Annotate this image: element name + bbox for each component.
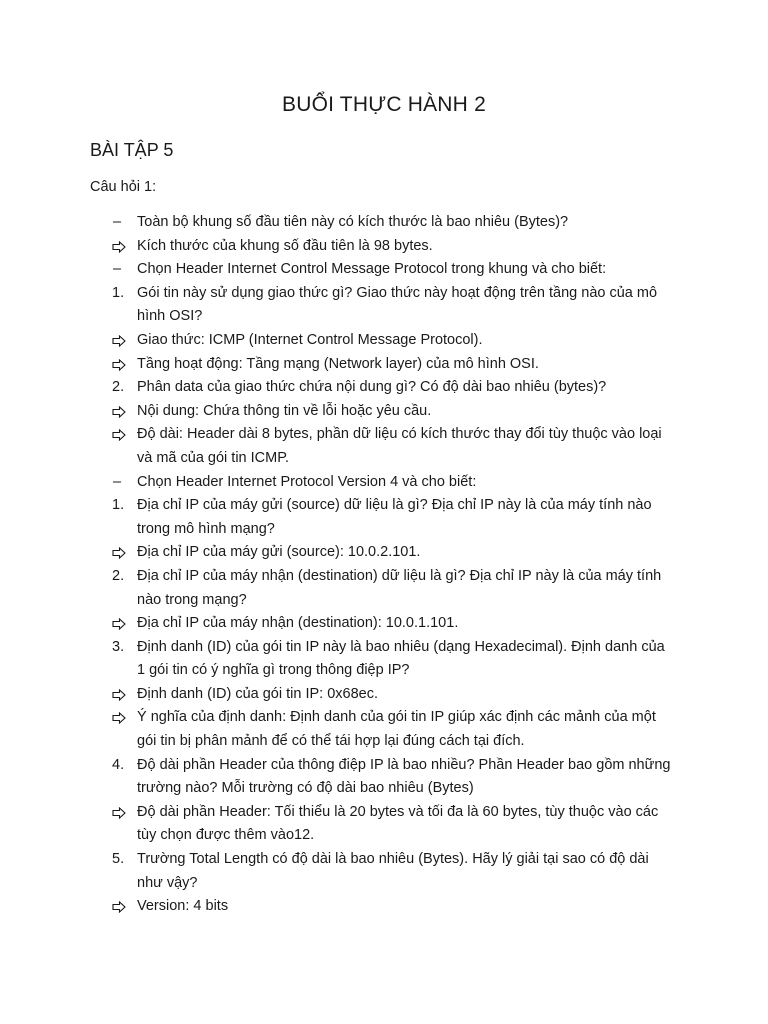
list-item <box>112 636 672 683</box>
exercise-heading: BÀI TẬP 5 <box>90 140 174 160</box>
list-item-text: Chọn Header Internet Control Message Protocol trong khung và cho biết: <box>137 261 607 278</box>
list-number: 2. <box>112 379 125 396</box>
list-item <box>112 494 672 541</box>
list-item <box>112 400 672 424</box>
outlined-arrow-icon <box>112 689 126 701</box>
list-item-text: Địa chỉ IP của máy gửi (source): 10.0.2.101. <box>137 544 421 561</box>
list-item <box>112 541 672 565</box>
list-number: 3. <box>112 638 125 655</box>
arrow-right-icon <box>112 541 134 568</box>
list-item-text: Ý nghĩa của định danh: Định danh của gói tin IP giúp xác định các mảnh của một gói tin bị phân mảnh để có thể tái hợp lại đúng cách tại đích. <box>137 709 656 750</box>
list-number: 1. <box>112 284 125 301</box>
arrow-right-icon <box>112 423 134 450</box>
document-title: BUỔI THỰC HÀNH 2 <box>282 93 486 116</box>
outlined-arrow-icon <box>112 335 126 347</box>
list-item <box>112 683 672 707</box>
dash-bullet: – <box>113 261 122 278</box>
list-item-text: Version: 4 bits <box>137 898 229 915</box>
dash-bullet: – <box>113 214 122 230</box>
list-item <box>112 211 672 235</box>
list-item-text: Gói tin này sử dụng giao thức gì? Giao thức này hoạt động trên tầng nào của mô hình OSI? <box>137 284 658 325</box>
arrow-right-icon <box>112 801 134 828</box>
list-item-text: Nội dung: Chứa thông tin về lỗi hoặc yêu cầu. <box>137 402 432 419</box>
list-item-text: Kích thước của khung số đầu tiên là 98 bytes. <box>137 237 433 254</box>
list-item-text: Địa chỉ IP của máy nhận (destination) dữ liệu là gì? Địa chỉ IP này là của máy tính nào trong mạng? <box>137 567 662 608</box>
list-item <box>112 895 672 919</box>
list-item <box>112 848 672 895</box>
list-item <box>112 282 672 329</box>
outlined-arrow-icon <box>112 547 126 559</box>
dash-bullet: – <box>113 473 122 490</box>
list-item-text: Toàn bộ khung số đầu tiên này có kích thước là bao nhiêu (Bytes)? <box>137 214 569 230</box>
list-number: 1. <box>112 497 125 514</box>
list-item-text: Tầng hoạt động: Tầng mạng (Network layer) của mô hình OSI. <box>137 355 539 372</box>
list-item-text: Giao thức: ICMP (Internet Control Message Protocol). <box>137 331 483 348</box>
answer-list <box>112 211 672 919</box>
arrow-right-icon <box>112 706 134 733</box>
list-item-text: Trường Total Length có độ dài là bao nhiêu (Bytes). Hãy lý giải tại sao có độ dài như vậy? <box>137 851 649 891</box>
outlined-arrow-icon <box>112 901 126 913</box>
list-number: 4. <box>112 756 125 773</box>
list-item-text: Phân data của giao thức chứa nội dung gì? Có độ dài bao nhiêu (bytes)? <box>137 379 607 396</box>
list-number: 5. <box>112 851 125 868</box>
list-item-text: Định danh (ID) của gói tin IP: 0x68ec. <box>137 685 378 702</box>
question-label: Câu hỏi 1: <box>90 179 157 195</box>
list-item <box>112 612 672 636</box>
arrow-right-icon <box>112 235 134 262</box>
list-item-text: Định danh (ID) của gói tin IP này là bao nhiêu (dạng Hexadecimal). Định danh của 1 gói tin có ý nghĩa gì trong thông điệp IP? <box>137 638 665 679</box>
list-item <box>112 329 672 353</box>
list-item-text: Địa chỉ IP của máy gửi (source) dữ liệu là gì? Địa chỉ IP này là của máy tính nào trong mô hình mạng? <box>137 497 652 537</box>
list-item-text: Độ dài phần Header: Tối thiểu là 20 bytes và tối đa là 60 bytes, tùy thuộc vào các tùy chọn được thêm vào12. <box>137 803 659 844</box>
list-item <box>112 353 672 377</box>
list-item <box>112 706 672 753</box>
list-number: 2. <box>112 567 125 584</box>
outlined-arrow-icon <box>112 712 126 724</box>
arrow-right-icon <box>112 400 134 427</box>
list-item <box>112 258 672 282</box>
arrow-right-icon <box>112 612 134 639</box>
list-item <box>112 565 672 612</box>
outlined-arrow-icon <box>112 359 126 371</box>
arrow-right-icon <box>112 353 134 380</box>
list-item-text: Độ dài phần Header của thông điệp IP là bao nhiều? Phần Header bao gồm những trường nào? Mỗi trường có độ dài bao nhiêu (Bytes) <box>137 756 671 797</box>
list-item <box>112 471 672 495</box>
outlined-arrow-icon <box>112 406 126 418</box>
list-item <box>112 754 672 801</box>
list-item-text: Chọn Header Internet Protocol Version 4 và cho biết: <box>137 473 477 490</box>
outlined-arrow-icon <box>112 807 126 819</box>
arrow-right-icon <box>112 329 134 356</box>
arrow-right-icon <box>112 895 134 922</box>
list-item-text: Độ dài: Header dài 8 bytes, phần dữ liệu có kích thước thay đổi tùy thuộc vào loại và mã của gói tin ICMP. <box>137 426 662 466</box>
outlined-arrow-icon <box>112 618 126 630</box>
list-item <box>112 801 672 848</box>
outlined-arrow-icon <box>112 241 126 253</box>
list-item <box>112 376 672 400</box>
arrow-right-icon <box>112 683 134 710</box>
list-item <box>112 235 672 259</box>
list-item-text: Địa chỉ IP của máy nhận (destination): 10.0.1.101. <box>137 615 459 632</box>
outlined-arrow-icon <box>112 429 126 441</box>
list-item <box>112 423 672 470</box>
